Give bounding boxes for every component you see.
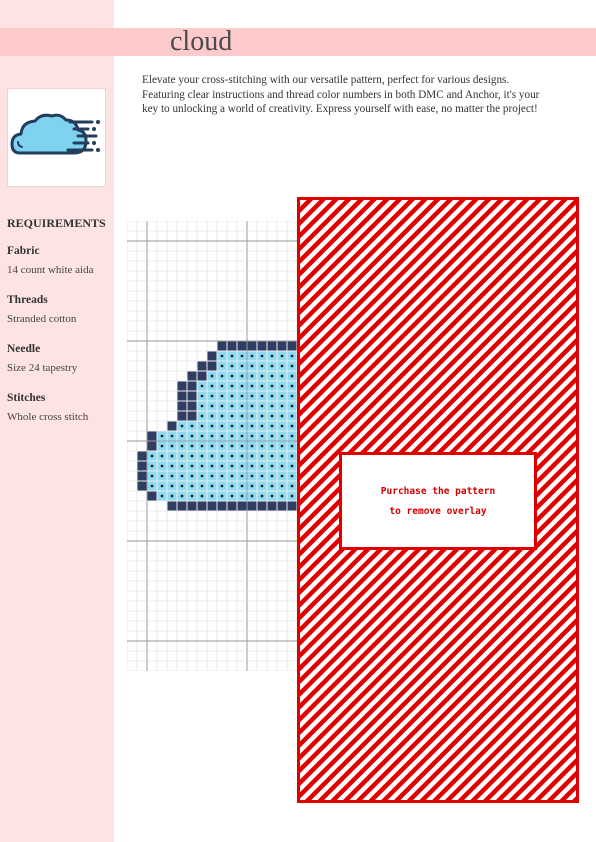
stitch-symbol [261, 475, 264, 478]
stitch-symbol [211, 475, 214, 478]
stitch-symbol [181, 455, 184, 458]
stitch-symbol [281, 485, 284, 488]
stitch-symbol [291, 495, 294, 498]
stitch-symbol [201, 425, 204, 428]
stitch-symbol [251, 415, 254, 418]
stitch-symbol [201, 465, 204, 468]
stitch-symbol [271, 375, 274, 378]
stitch-symbol [201, 455, 204, 458]
stitch-symbol [161, 465, 164, 468]
purchase-notice-line1: Purchase the pattern [380, 486, 496, 497]
stitch-symbol [261, 495, 264, 498]
stitch-cell [278, 502, 287, 511]
req-label-stitches: Stitches [7, 392, 46, 404]
req-value-threads: Stranded cotton [7, 313, 77, 325]
stitch-symbol [261, 405, 264, 408]
purchase-notice [339, 452, 537, 550]
stitch-symbol [151, 465, 154, 468]
stitch-symbol [251, 425, 254, 428]
req-value-stitches: Whole cross stitch [7, 411, 89, 423]
stitch-cell [268, 502, 277, 511]
stitch-cell [178, 392, 187, 401]
stitch-symbol [291, 475, 294, 478]
stitch-symbol [221, 375, 224, 378]
stitch-symbol [211, 395, 214, 398]
stitch-symbol [171, 465, 174, 468]
stitch-cell [138, 452, 147, 461]
stitch-cell [248, 342, 257, 351]
stitch-symbol [241, 475, 244, 478]
stitch-symbol [241, 365, 244, 368]
stitch-symbol [201, 485, 204, 488]
stitch-symbol [161, 455, 164, 458]
stitch-symbol [171, 495, 174, 498]
stitch-symbol [171, 485, 174, 488]
stitch-cell [268, 342, 277, 351]
stitch-cell [138, 462, 147, 471]
stitch-symbol [291, 415, 294, 418]
stitch-symbol [181, 495, 184, 498]
stitch-symbol [251, 405, 254, 408]
purchase-notice-line2: to remove overlay [389, 506, 487, 517]
stitch-symbol [221, 465, 224, 468]
stitch-symbol [251, 355, 254, 358]
stitch-cell [178, 412, 187, 421]
stitch-symbol [211, 495, 214, 498]
stitch-symbol [261, 435, 264, 438]
stitch-cell [208, 502, 217, 511]
stitch-symbol [161, 495, 164, 498]
stitch-symbol [271, 455, 274, 458]
stitch-symbol [191, 445, 194, 448]
stitch-symbol [201, 385, 204, 388]
stitch-cell [138, 482, 147, 491]
stitch-symbol [251, 375, 254, 378]
stitch-symbol [181, 435, 184, 438]
stitch-symbol [171, 475, 174, 478]
stitch-symbol [271, 465, 274, 468]
stitch-symbol [261, 395, 264, 398]
stitch-symbol [181, 485, 184, 488]
stitch-symbol [271, 445, 274, 448]
stitch-cell [248, 502, 257, 511]
stitch-symbol [291, 485, 294, 488]
stitch-symbol [231, 395, 234, 398]
stitch-symbol [221, 365, 224, 368]
stitch-cell [178, 382, 187, 391]
stitch-symbol [191, 455, 194, 458]
stitch-symbol [221, 435, 224, 438]
stitch-symbol [151, 475, 154, 478]
stitch-symbol [271, 365, 274, 368]
stitch-symbol [231, 425, 234, 428]
stitch-symbol [271, 355, 274, 358]
stitch-symbol [231, 355, 234, 358]
stitch-symbol [251, 435, 254, 438]
stitch-symbol [191, 425, 194, 428]
stitch-symbol [291, 445, 294, 448]
requirements-heading: REQUIREMENTS [7, 216, 106, 230]
stitch-symbol [251, 365, 254, 368]
stitch-symbol [201, 445, 204, 448]
stitch-symbol [291, 355, 294, 358]
requirements-panel [7, 216, 112, 440]
stitch-cell [168, 422, 177, 431]
stitch-symbol [291, 385, 294, 388]
stitch-symbol [261, 365, 264, 368]
stitch-symbol [221, 405, 224, 408]
stitch-symbol [291, 365, 294, 368]
page-title: cloud [170, 26, 233, 57]
stitch-symbol [241, 375, 244, 378]
req-label-needle: Needle [7, 343, 41, 355]
stitch-symbol [161, 475, 164, 478]
req-value-needle: Size 24 tapestry [7, 362, 78, 374]
stitch-symbol [291, 435, 294, 438]
stitch-cell [178, 402, 187, 411]
stitch-cell [188, 382, 197, 391]
stitch-symbol [281, 405, 284, 408]
stitch-symbol [241, 495, 244, 498]
stitch-symbol [241, 385, 244, 388]
stitch-symbol [201, 395, 204, 398]
stitch-cell [138, 472, 147, 481]
stitch-symbol [201, 475, 204, 478]
stitch-symbol [291, 455, 294, 458]
stitch-symbol [281, 475, 284, 478]
stitch-symbol [241, 485, 244, 488]
stitch-cell [188, 412, 197, 421]
stitch-symbol [181, 425, 184, 428]
stitch-symbol [281, 385, 284, 388]
stitch-symbol [191, 435, 194, 438]
stitch-symbol [231, 465, 234, 468]
stitch-symbol [251, 445, 254, 448]
stitch-cell [258, 502, 267, 511]
stitch-cell [198, 362, 207, 371]
stitch-symbol [281, 445, 284, 448]
stitch-cell [148, 442, 157, 451]
stitch-symbol [291, 465, 294, 468]
stitch-symbol [221, 445, 224, 448]
stitch-cell [148, 492, 157, 501]
stitch-symbol [201, 435, 204, 438]
stitch-symbol [261, 355, 264, 358]
stitch-symbol [211, 455, 214, 458]
stitch-symbol [281, 425, 284, 428]
req-value-fabric: 14 count white aida [7, 264, 94, 276]
stitch-symbol [251, 465, 254, 468]
stitch-symbol [241, 435, 244, 438]
stitch-symbol [151, 485, 154, 488]
stitch-symbol [241, 355, 244, 358]
stitch-cell [278, 342, 287, 351]
stitch-symbol [231, 415, 234, 418]
stitch-cell [288, 342, 297, 351]
stitch-symbol [151, 455, 154, 458]
stitch-symbol [191, 475, 194, 478]
stitch-symbol [201, 415, 204, 418]
stitch-cell [168, 502, 177, 511]
stitch-cell [188, 372, 197, 381]
stitch-symbol [221, 395, 224, 398]
stitch-symbol [201, 405, 204, 408]
stitch-cell [188, 502, 197, 511]
stitch-symbol [191, 495, 194, 498]
stitch-symbol [261, 385, 264, 388]
stitch-symbol [281, 375, 284, 378]
stitch-symbol [281, 435, 284, 438]
stitch-symbol [271, 425, 274, 428]
stitch-cell [228, 342, 237, 351]
stitch-symbol [201, 495, 204, 498]
stitch-symbol [271, 405, 274, 408]
stitch-symbol [211, 485, 214, 488]
stitch-cell [208, 352, 217, 361]
stitch-symbol [161, 445, 164, 448]
stitch-symbol [221, 385, 224, 388]
stitch-symbol [211, 425, 214, 428]
stitch-cell [238, 342, 247, 351]
stitch-symbol [241, 455, 244, 458]
stitch-symbol [281, 395, 284, 398]
stitch-cell [208, 362, 217, 371]
cloud-icon [8, 89, 105, 186]
stitch-symbol [271, 395, 274, 398]
stitch-cell [198, 502, 207, 511]
stitch-symbol [231, 455, 234, 458]
stitch-symbol [241, 395, 244, 398]
stitch-cell [218, 342, 227, 351]
stitch-cell [238, 502, 247, 511]
stitch-cell [218, 502, 227, 511]
stitch-symbol [291, 405, 294, 408]
stitch-symbol [281, 455, 284, 458]
stitch-symbol [211, 465, 214, 468]
stitch-symbol [231, 375, 234, 378]
stitch-cell [148, 432, 157, 441]
stitch-symbol [261, 425, 264, 428]
stitch-cell [288, 502, 297, 511]
stitch-symbol [161, 485, 164, 488]
stitch-symbol [271, 495, 274, 498]
stitch-symbol [251, 495, 254, 498]
stitch-symbol [271, 415, 274, 418]
stitch-symbol [271, 435, 274, 438]
stitch-symbol [281, 465, 284, 468]
stitch-symbol [261, 485, 264, 488]
stitch-symbol [271, 385, 274, 388]
stitch-symbol [231, 365, 234, 368]
stitch-symbol [171, 445, 174, 448]
stitch-symbol [231, 435, 234, 438]
stitch-symbol [161, 435, 164, 438]
stitch-symbol [181, 465, 184, 468]
stitch-symbol [241, 425, 244, 428]
pattern-description: Elevate your cross-stitching with our versatile pattern, perfect for various designs. Featuring clear instructions and thread color numbers in both DMC and Anchor, it's your key to unlocking a world of creativity. Express yourself with ease, no matter the project! [142, 74, 540, 116]
stitch-symbol [251, 455, 254, 458]
stitch-symbol [211, 415, 214, 418]
stitch-symbol [261, 465, 264, 468]
stitch-symbol [241, 415, 244, 418]
stitch-symbol [271, 475, 274, 478]
stitch-symbol [231, 405, 234, 408]
stitch-symbol [291, 395, 294, 398]
stitch-symbol [231, 475, 234, 478]
stitch-symbol [281, 415, 284, 418]
stitch-symbol [181, 445, 184, 448]
stitch-symbol [231, 445, 234, 448]
stitch-symbol [241, 445, 244, 448]
req-label-fabric: Fabric [7, 245, 40, 257]
stitch-symbol [231, 495, 234, 498]
stitch-cell [178, 502, 187, 511]
stitch-cell [258, 342, 267, 351]
stitch-cell [198, 372, 207, 381]
stitch-symbol [181, 475, 184, 478]
stitch-symbol [271, 485, 274, 488]
stitch-symbol [251, 485, 254, 488]
stitch-symbol [191, 485, 194, 488]
stitch-symbol [171, 435, 174, 438]
stitch-symbol [251, 395, 254, 398]
stitch-symbol [291, 375, 294, 378]
stitch-symbol [221, 485, 224, 488]
stitch-symbol [281, 365, 284, 368]
stitch-symbol [211, 375, 214, 378]
stitch-cell [188, 392, 197, 401]
stitch-symbol [241, 405, 244, 408]
stitch-symbol [251, 475, 254, 478]
stitch-symbol [211, 385, 214, 388]
stitch-symbol [171, 455, 174, 458]
stitch-cell [188, 402, 197, 411]
title-bar [0, 28, 596, 56]
stitch-symbol [221, 355, 224, 358]
pattern-thumbnail [7, 88, 106, 187]
stitch-symbol [211, 405, 214, 408]
stitch-symbol [241, 465, 244, 468]
stitch-symbol [221, 475, 224, 478]
req-label-threads: Threads [7, 294, 48, 306]
stitch-symbol [221, 425, 224, 428]
stitch-symbol [281, 355, 284, 358]
stitch-symbol [191, 465, 194, 468]
stitch-symbol [231, 385, 234, 388]
stitch-symbol [291, 425, 294, 428]
stitch-symbol [221, 415, 224, 418]
stitch-symbol [251, 385, 254, 388]
stitch-cell [228, 502, 237, 511]
stitch-symbol [261, 445, 264, 448]
stitch-symbol [221, 455, 224, 458]
stitch-symbol [281, 495, 284, 498]
stitch-symbol [261, 455, 264, 458]
stitch-symbol [211, 445, 214, 448]
stitch-symbol [261, 375, 264, 378]
stitch-symbol [231, 485, 234, 488]
stitch-symbol [261, 415, 264, 418]
stitch-symbol [221, 495, 224, 498]
stitch-symbol [211, 435, 214, 438]
